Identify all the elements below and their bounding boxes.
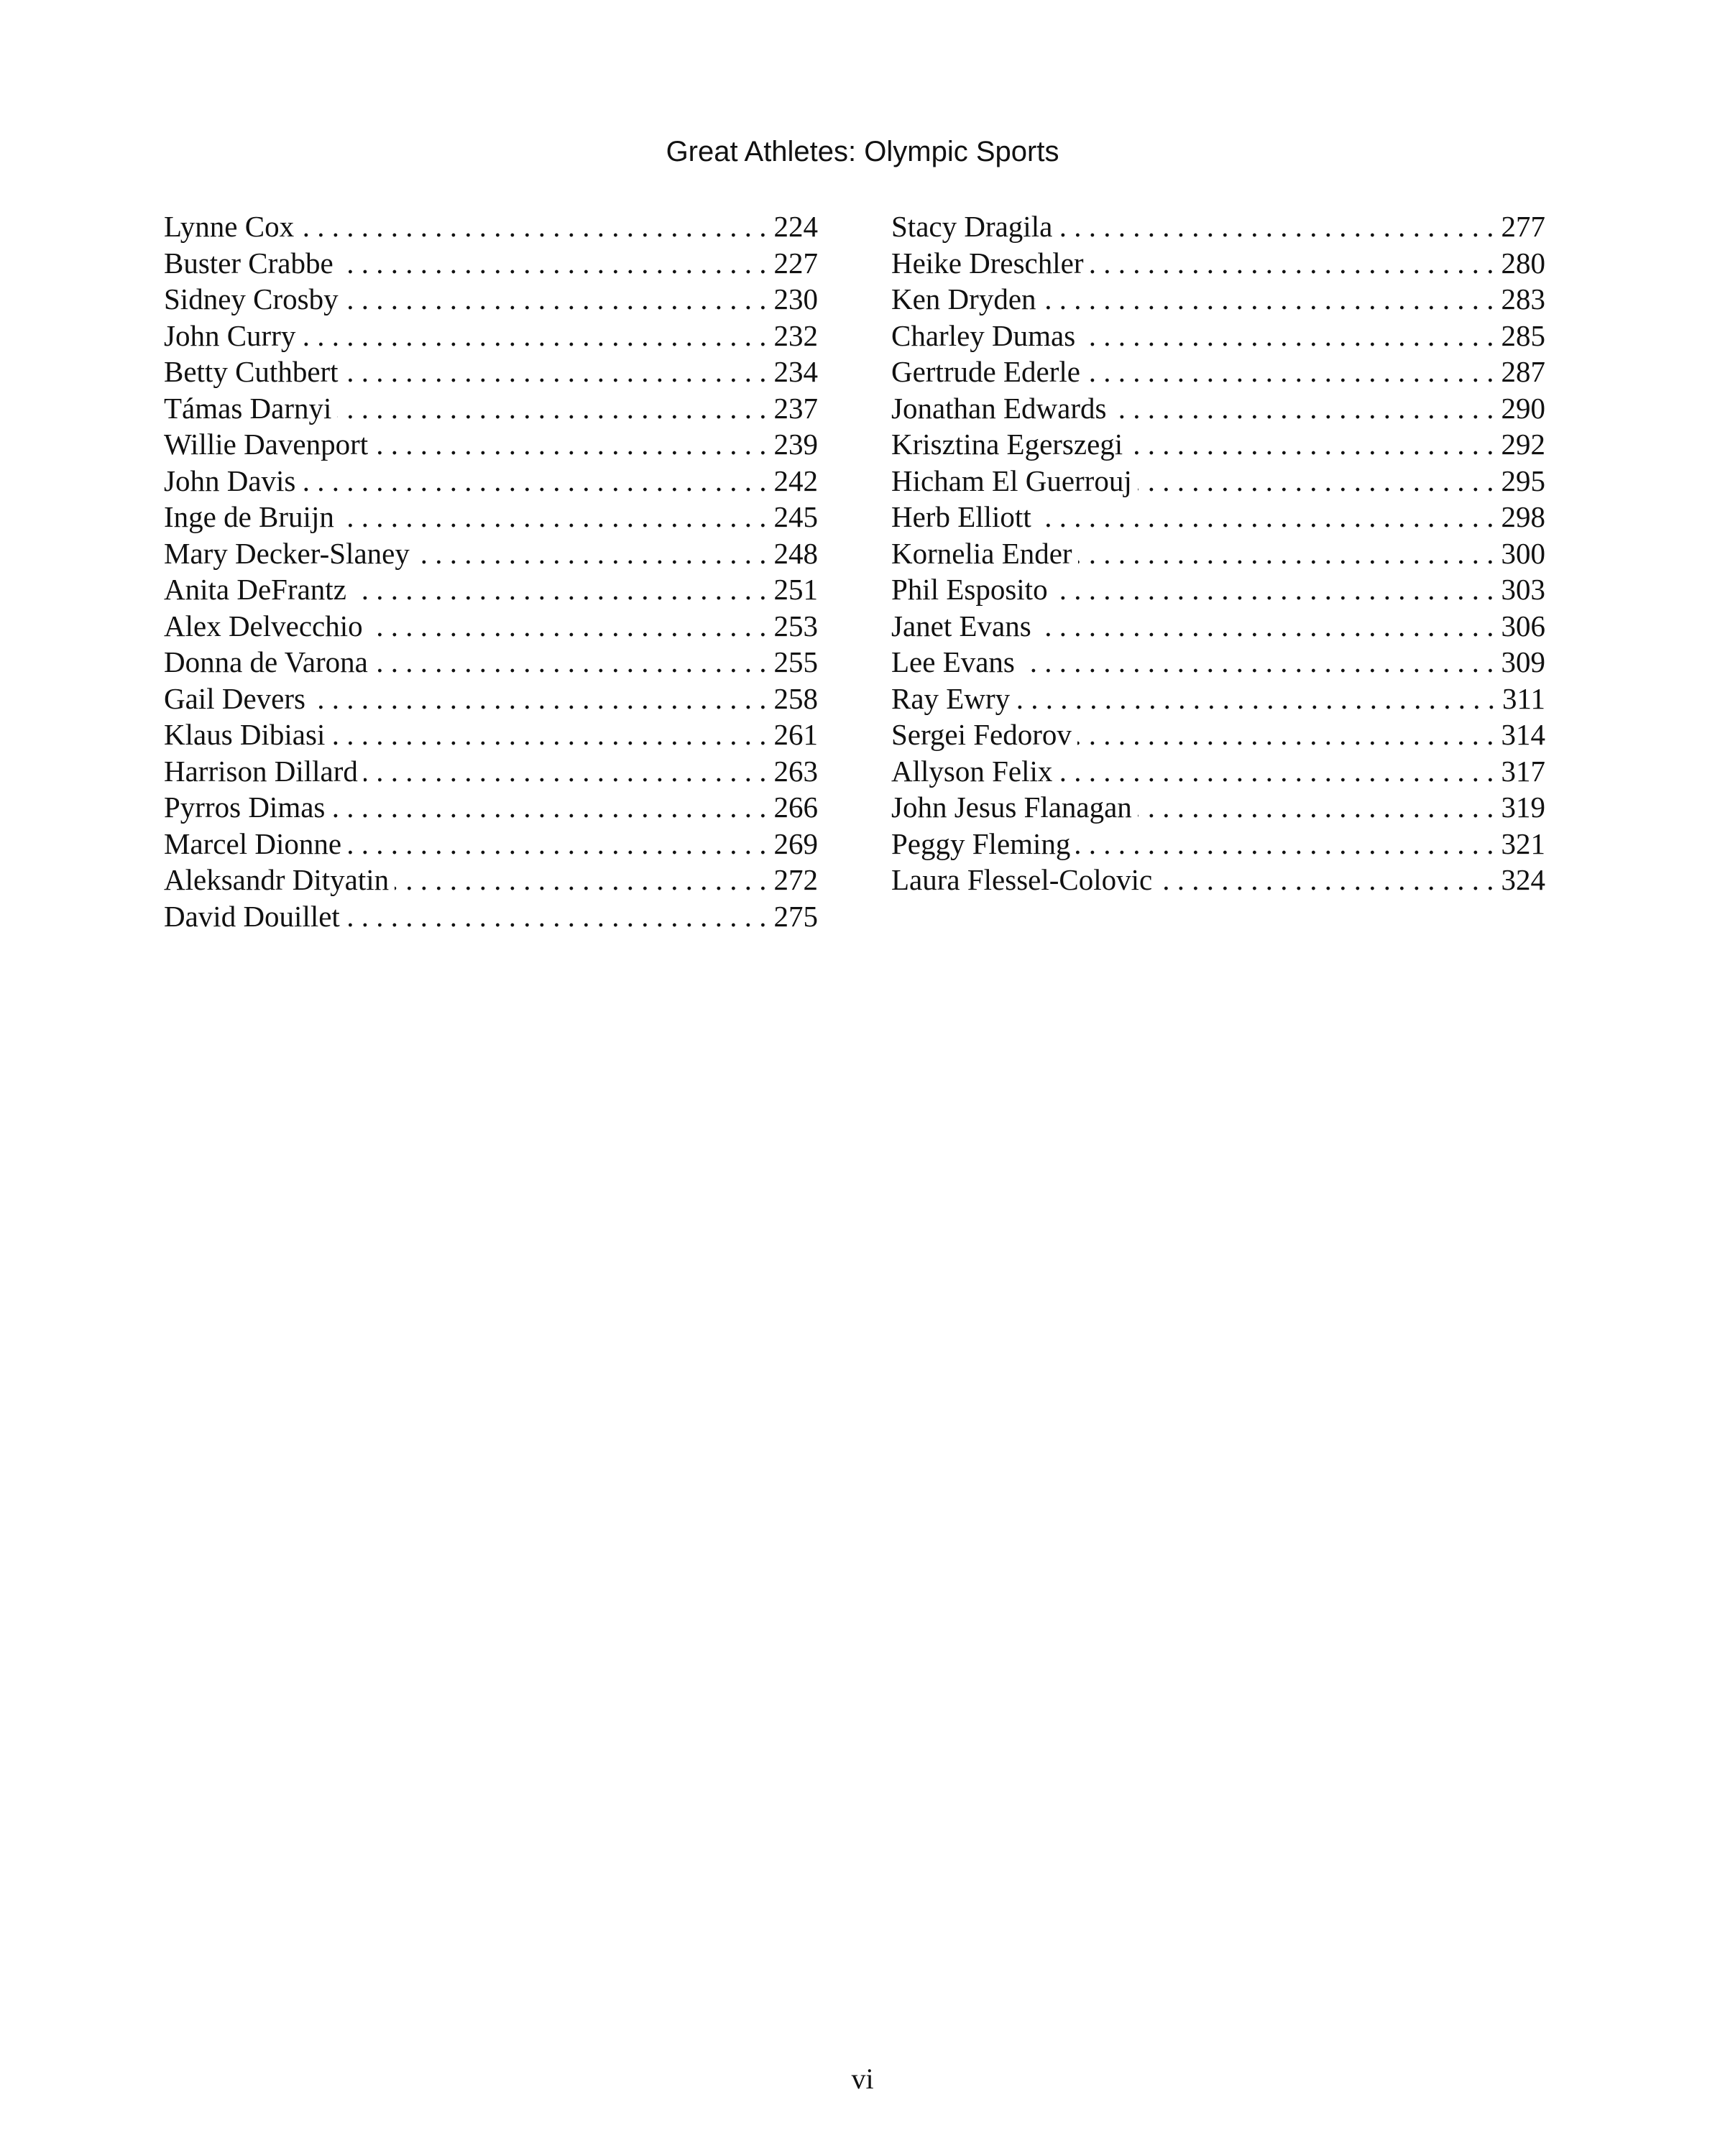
dot-leader	[1058, 753, 1494, 790]
toc-entry	[164, 245, 818, 282]
toc-entry-name: Herb Elliott	[891, 500, 1031, 533]
toc-entry	[891, 281, 1545, 318]
dot-leader	[1128, 426, 1494, 463]
toc-entry	[164, 318, 818, 354]
toc-entry-page: 232	[773, 318, 818, 352]
toc-entry-page: 253	[773, 609, 818, 642]
toc-entry-page: 255	[773, 645, 818, 678]
toc-entry-name: Stacy Dragila	[891, 210, 1053, 243]
toc-entry	[891, 426, 1545, 463]
toc-entry-page: 303	[1501, 573, 1545, 606]
dot-leader	[364, 753, 767, 790]
toc-entry	[164, 354, 818, 390]
toc-entry-name: Betty Cuthbert	[164, 355, 339, 388]
toc-entry-name: Sidney Crosby	[164, 282, 339, 315]
toc-entry	[164, 390, 818, 427]
toc-entry-page: 266	[773, 791, 818, 824]
dot-leader	[1037, 608, 1494, 645]
toc-entry-page: 269	[773, 826, 818, 860]
dot-leader	[1138, 789, 1494, 826]
toc-entry-page: 272	[773, 863, 818, 896]
toc-entry-name: John Curry	[164, 318, 296, 352]
toc-column-right	[891, 208, 1545, 898]
toc-entry-name: Marcel Dionne	[164, 826, 342, 860]
toc-entry-name: John Davis	[164, 464, 296, 497]
toc-entry-page: 248	[773, 536, 818, 570]
toc-entry-page: 227	[773, 246, 818, 280]
toc-entry-page: 280	[1501, 246, 1545, 280]
toc-entry	[164, 898, 818, 935]
toc-entry-page: 287	[1501, 355, 1545, 388]
toc-entry	[164, 281, 818, 318]
page-number: vi	[851, 2063, 874, 2095]
dot-leader	[1078, 535, 1494, 572]
toc-entry-name: Kornelia Ender	[891, 536, 1072, 570]
toc-entry-page: 258	[773, 681, 818, 715]
toc-entry-name: Ken Dryden	[891, 282, 1036, 315]
toc-entry-page: 319	[1501, 791, 1545, 824]
dot-leader	[344, 354, 767, 390]
toc-entry-page: 290	[1501, 391, 1545, 425]
toc-entry	[891, 608, 1545, 645]
dot-leader	[374, 426, 766, 463]
dot-leader	[300, 208, 766, 245]
toc-entry-name: John Jesus Flanagan	[891, 791, 1132, 824]
toc-entry-name: Heike Dreschler	[891, 246, 1084, 280]
toc-entry-page: 224	[773, 210, 818, 243]
toc-entry	[164, 208, 818, 245]
toc-entry-name: Buster Crabbe	[164, 246, 334, 280]
dot-leader	[395, 862, 766, 898]
dot-leader	[1054, 571, 1494, 608]
toc-entry-page: 295	[1501, 464, 1545, 497]
toc-entry-name: Willie Davenport	[164, 428, 369, 461]
toc-entry-page: 314	[1501, 718, 1545, 751]
toc-entry-name: Donna de Varona	[164, 645, 368, 678]
toc-entry	[891, 245, 1545, 282]
dot-leader	[340, 499, 767, 535]
toc-entry	[164, 862, 818, 898]
dot-leader	[1076, 826, 1494, 862]
toc-entry-name: Jonathan Edwards	[891, 391, 1107, 425]
toc-entry-name: Janet Evans	[891, 609, 1031, 642]
toc-entry	[164, 535, 818, 572]
dot-leader	[311, 681, 767, 717]
toc-entry-name: Anita DeFrantz	[164, 573, 346, 606]
dot-leader	[346, 898, 767, 935]
toc-entry	[891, 753, 1545, 790]
toc-entry-page: 324	[1501, 863, 1545, 896]
toc-entry-name: David Douillet	[164, 899, 340, 933]
toc-entry-page: 239	[773, 428, 818, 461]
toc-entry-name: Pyrros Dimas	[164, 791, 326, 824]
dot-leader	[1081, 318, 1494, 354]
toc-entry	[164, 608, 818, 645]
dot-leader	[347, 826, 766, 862]
dot-leader	[374, 644, 767, 681]
dot-leader	[1158, 862, 1494, 898]
toc-entry	[891, 499, 1545, 535]
toc-entry	[164, 426, 818, 463]
toc-entry-page: 300	[1501, 536, 1545, 570]
toc-entry	[164, 463, 818, 499]
dot-leader	[1112, 390, 1494, 427]
toc-entry-page: 230	[773, 282, 818, 315]
dot-leader	[415, 535, 767, 572]
toc-entry	[891, 571, 1545, 608]
toc-entry-page: 311	[1502, 681, 1545, 715]
toc-entry	[891, 354, 1545, 390]
toc-entry-name: Gertrude Ederle	[891, 355, 1080, 388]
toc-entry-page: 261	[773, 718, 818, 751]
toc-column-left	[164, 208, 818, 934]
toc-entry	[164, 789, 818, 826]
dot-leader	[1090, 245, 1494, 282]
toc-entry-page: 306	[1501, 609, 1545, 642]
toc-entry	[164, 681, 818, 717]
toc-entry-page: 317	[1501, 754, 1545, 788]
dot-leader	[352, 571, 767, 608]
dot-leader	[1016, 681, 1495, 717]
toc-entry-page: 237	[773, 391, 818, 425]
dot-leader	[301, 318, 766, 354]
toc-entry	[891, 862, 1545, 898]
toc-entry-name: Allyson Felix	[891, 754, 1053, 788]
toc-entry	[164, 717, 818, 753]
toc-entry-name: Aleksandr Dityatin	[164, 863, 390, 896]
toc-entry-page: 275	[773, 899, 818, 933]
toc-entry	[891, 644, 1545, 681]
toc-entry-page: 242	[773, 464, 818, 497]
toc-entry	[164, 644, 818, 681]
toc-entry-page: 251	[773, 573, 818, 606]
dot-leader	[331, 789, 766, 826]
toc-entry-page: 234	[773, 355, 818, 388]
dot-leader	[1021, 644, 1494, 681]
toc-entry	[891, 681, 1545, 717]
running-head-title: Great Athletes: Olympic Sports	[666, 136, 1059, 167]
toc-entry-page: 285	[1501, 318, 1545, 352]
dot-leader	[344, 281, 767, 318]
toc-entry-name: Harrison Dillard	[164, 754, 358, 788]
toc-entry	[891, 318, 1545, 354]
toc-entry-page: 309	[1501, 645, 1545, 678]
toc-entry-name: Peggy Fleming	[891, 826, 1071, 860]
toc-entry-name: Támas Darnyi	[164, 391, 332, 425]
toc-entry	[164, 753, 818, 790]
toc-entry-name: Gail Devers	[164, 681, 305, 715]
toc-entry-name: Phil Esposito	[891, 573, 1048, 606]
toc-entry	[891, 463, 1545, 499]
toc-entry-name: Mary Decker-Slaney	[164, 536, 410, 570]
toc-entry-page: 321	[1501, 826, 1545, 860]
toc-entry	[164, 499, 818, 535]
toc-entry-name: Lee Evans	[891, 645, 1015, 678]
toc-entry	[891, 789, 1545, 826]
toc-entry-name: Klaus Dibiasi	[164, 718, 326, 751]
toc-entry-page: 298	[1501, 500, 1545, 533]
dot-leader	[1042, 281, 1494, 318]
dot-leader	[339, 245, 767, 282]
toc-entry-name: Hicham El Guerrouj	[891, 464, 1132, 497]
dot-leader	[369, 608, 767, 645]
toc-entry	[891, 535, 1545, 572]
dot-leader	[301, 463, 766, 499]
toc-entry	[164, 826, 818, 862]
toc-entry-name: Sergei Fedorov	[891, 718, 1072, 751]
toc-entry-name: Alex Delvecchio	[164, 609, 363, 642]
toc-entry-name: Krisztina Egerszegi	[891, 428, 1123, 461]
toc-entry-name: Lynne Cox	[164, 210, 295, 243]
dot-leader	[331, 717, 766, 753]
toc-entry	[891, 717, 1545, 753]
toc-entry-name: Charley Dumas	[891, 318, 1076, 352]
toc-entry-name: Ray Ewry	[891, 681, 1011, 715]
toc-entry	[164, 571, 818, 608]
toc-entry-page: 283	[1501, 282, 1545, 315]
toc-entry-page: 245	[773, 500, 818, 533]
dot-leader	[1138, 463, 1494, 499]
toc-entry	[891, 390, 1545, 427]
toc-entry-name: Laura Flessel-Colovic	[891, 863, 1153, 896]
dot-leader	[1058, 208, 1494, 245]
toc-entry-page: 277	[1501, 210, 1545, 243]
toc-entry	[891, 826, 1545, 862]
dot-leader	[1037, 499, 1494, 535]
toc-entry-name: Inge de Bruijn	[164, 500, 334, 533]
dot-leader	[1086, 354, 1494, 390]
toc-entry	[891, 208, 1545, 245]
dot-leader	[337, 390, 766, 427]
dot-leader	[1077, 717, 1494, 753]
toc-entry-page: 263	[773, 754, 818, 788]
toc-entry-page: 292	[1501, 428, 1545, 461]
